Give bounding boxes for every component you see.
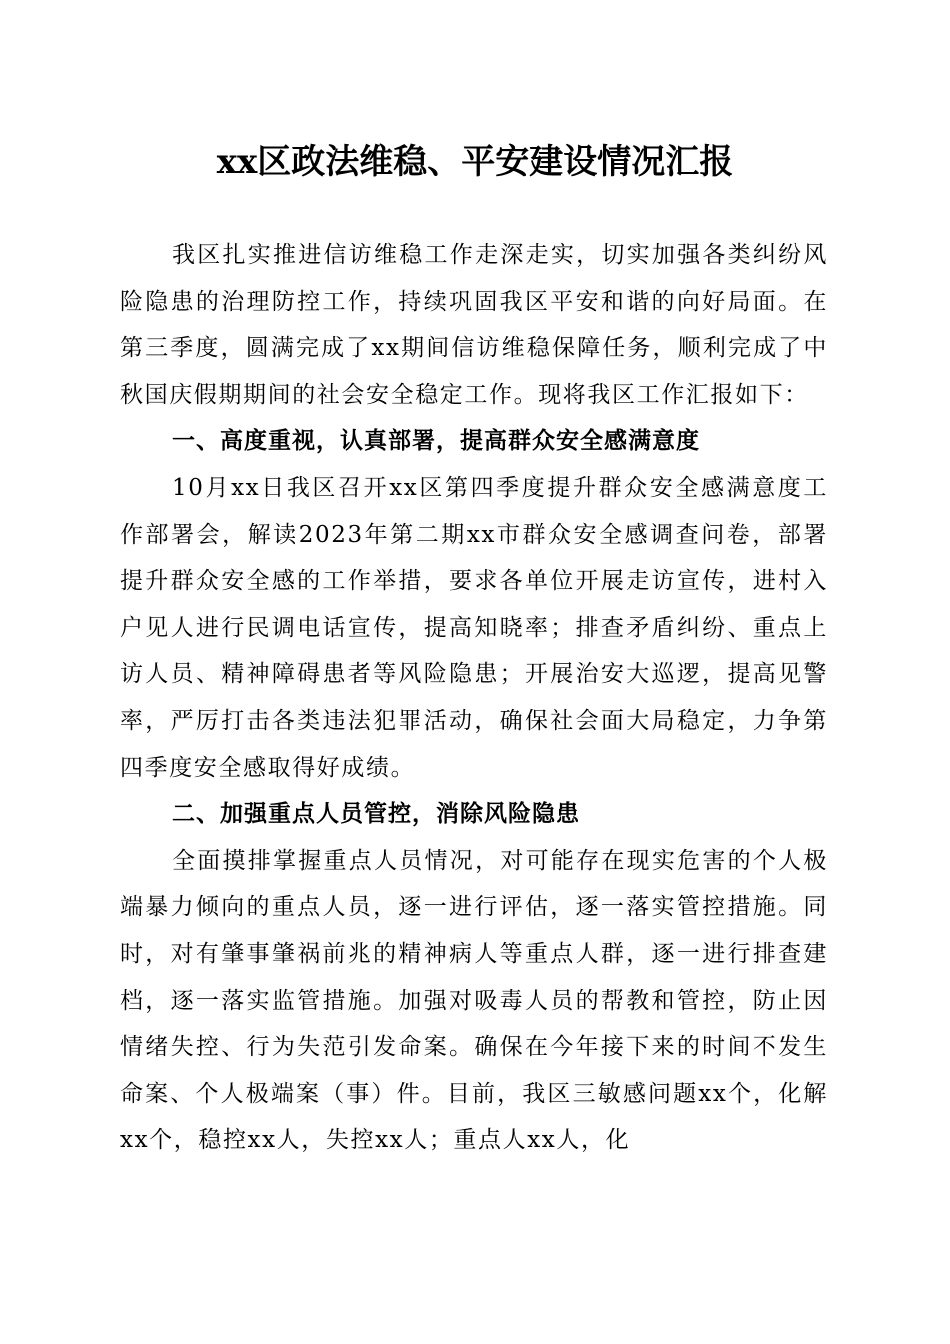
section-paragraph-2: 全面摸排掌握重点人员情况，对可能存在现实危害的个人极端暴力倾向的重点人员，逐一进行评估，逐一落实管控措施。同时，对有肇事肇祸前兆的精神病人等重点人群，逐一进行排查建档，逐一落实监管措施。加强对吸毒人员的帮教和管控，防止因情绪失控、行为失范引发命案。确保在今年接下来的时间不发生命案、个人极端案（事）件。目前，我区三敏感问题xx个，化解xx个，稳控xx人，失控xx人；重点人xx人，化	[120, 847, 828, 1154]
intro-paragraph: 我区扎实推进信访维稳工作走深走实，切实加强各类纠纷风险隐患的治理防控工作，持续巩固我区平安和谐的向好局面。在第三季度，圆满完成了xx期间信访维稳保障任务，顺利完成了中秋国庆假期期间的社会安全稳定工作。现将我区工作汇报如下：	[120, 242, 828, 408]
document-body	[120, 232, 828, 1164]
section-paragraph-1: 10月xx日我区召开xx区第四季度提升群众安全感满意度工作部署会，解读2023年第二期xx市群众安全感调查问卷，部署提升群众安全感的工作举措，要求各单位开展走访宣传，进村入户见人进行民调电话宣传，提高知晓率；排查矛盾纠纷、重点上访人员、精神障碍患者等风险隐患；开展治安大巡逻，提高见警率，严厉打击各类违法犯罪活动，确保社会面大局稳定，力争第四季度安全感取得好成绩。	[120, 474, 828, 781]
document-title: xx区政法维稳、平安建设情况汇报	[216, 142, 734, 182]
section-heading-1: 一、高度重视，认真部署，提高群众安全感满意度	[172, 428, 700, 455]
section-heading-2: 二、加强重点人员管控，消除风险隐患	[172, 801, 580, 828]
